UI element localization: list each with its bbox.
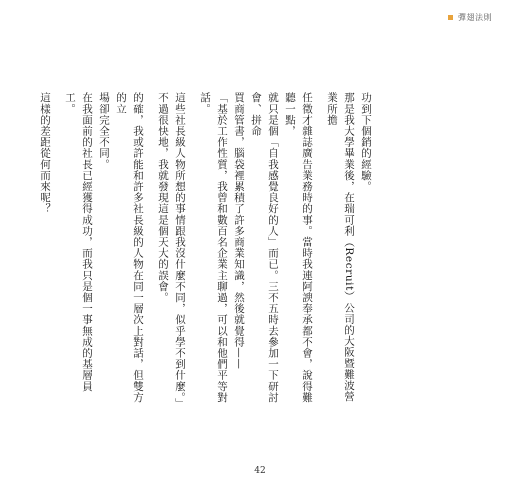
- text-line: 任徵才雜誌廣告業務時的事。當時我連阿諛奉承都不會，說得難聽一點，: [284, 92, 313, 403]
- running-header-title: 彈翅法則: [458, 13, 492, 22]
- text-line: 「基於工作性質，我曾和數百名企業主聊過，可以和他們平等對話。: [199, 92, 228, 403]
- text-line: 的確，我或許能和許多社長級的人物在同一層次上對話，但雙方的立: [115, 92, 144, 403]
- text-line: 買商管書，腦袋裡累積了許多商業知識，然後就覺得——: [233, 92, 245, 370]
- text-line: 那是我大學畢業後，在瑞可利（Recruit）公司的大阪暨難波營業所擔: [326, 92, 355, 402]
- vertical-body-text: [39, 92, 374, 412]
- text-line: 場卻完全不同。: [98, 92, 110, 170]
- text-line: 在我面前的社長已經獲得成功，而我只是個一事無成的基層員工。: [64, 92, 93, 392]
- header-bullet-icon: [448, 15, 453, 20]
- text-line: 就只是個「自我感覺良好的人」而已。三不五時去參加一下研討會、拼命: [250, 92, 279, 403]
- running-header: [448, 12, 492, 23]
- text-line: 這樣的差距從何而來呢？: [39, 92, 51, 215]
- page-number: 42: [254, 466, 266, 476]
- text-line: 這些社長級人物所想的事情跟我沒什麼不同，似乎學不到什麼。」: [174, 92, 186, 409]
- text-line: 功到下個銷的經驗。: [360, 92, 372, 192]
- text-line: 不過很快地，我就發現這是個天大的誤會。: [157, 92, 169, 303]
